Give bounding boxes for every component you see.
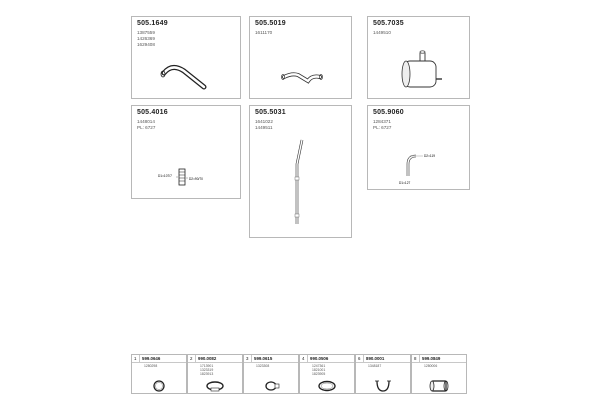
hose-pipe-icon [132, 17, 242, 100]
accessory-card[interactable] [243, 354, 299, 394]
diameter-label: D2=119 [424, 154, 436, 158]
part-reference: 1387559 [137, 30, 155, 35]
accessory-number: 599.0646 [142, 356, 161, 361]
accessory-index: 2 [190, 356, 193, 361]
silencer-icon [368, 17, 471, 100]
accessory-card[interactable] [355, 354, 411, 394]
part-card[interactable] [249, 16, 352, 99]
long-pipe-icon [250, 106, 353, 239]
flex-pipe-icon [132, 106, 242, 200]
part-reference: 1426369 [137, 36, 155, 41]
u-bolt-icon [356, 355, 412, 395]
accessory-reference: 1247361 [312, 364, 326, 368]
accessory-reference: 1823905 [312, 372, 326, 376]
accessory-index: 3 [246, 356, 249, 361]
part-number: 505.5031 [255, 109, 286, 116]
sleeve-icon [412, 355, 468, 395]
diameter-label: D1=107/7 [158, 174, 172, 178]
accessory-card[interactable] [411, 354, 467, 394]
part-reference: 1449511 [255, 125, 273, 130]
part-reference: 1611170 [255, 30, 273, 35]
accessory-reference: 1713901 [200, 364, 214, 368]
accessory-reference: 1280006 [424, 364, 438, 368]
accessory-reference: 1323319 [200, 368, 214, 372]
part-reference: 1448014 [137, 119, 155, 124]
accessory-number: 599.0615 [254, 356, 273, 361]
part-card[interactable] [367, 16, 470, 99]
clamp-icon [244, 355, 300, 395]
accessory-index: 6 [358, 356, 361, 361]
diameter-label: D2=90/70 [189, 177, 203, 181]
part-reference: 1284371 [373, 119, 391, 124]
part-reference: 1641022 [255, 119, 273, 124]
band-clamp-icon [188, 355, 244, 395]
part-card[interactable] [131, 105, 241, 199]
part-reference: 1629408 [137, 42, 155, 47]
clamp-ring-icon [132, 355, 188, 395]
accessory-number: 990.0082 [198, 356, 217, 361]
diameter-label: D1=127 [399, 181, 411, 185]
part-card[interactable] [131, 16, 241, 99]
accessory-reference: 1821001 [312, 368, 326, 372]
accessory-number: 890.0001 [366, 356, 385, 361]
accessory-number: 599.0849 [422, 356, 441, 361]
accessory-card[interactable] [187, 354, 243, 394]
v-clamp-icon [300, 355, 356, 395]
accessory-reference: 1280298 [144, 364, 158, 368]
accessory-card[interactable] [299, 354, 355, 394]
accessory-reference: 1823913 [200, 372, 214, 376]
part-number: 505.5019 [255, 20, 286, 27]
accessory-index: 4 [302, 356, 305, 361]
part-reference: PL: 6727 [373, 125, 392, 130]
part-reference: 1449510 [373, 30, 391, 35]
part-reference: PL: 6727 [137, 125, 156, 130]
accessory-index: 8 [414, 356, 417, 361]
part-number: 505.7035 [373, 20, 404, 27]
accessory-reference: 1348187 [368, 364, 382, 368]
part-number: 505.9060 [373, 109, 404, 116]
elbow-pipe-icon [250, 17, 353, 100]
accessory-reference: 1323308 [256, 364, 270, 368]
accessory-index: 1 [134, 356, 137, 361]
accessory-number: 990.0506 [310, 356, 329, 361]
part-card[interactable] [367, 105, 470, 190]
part-number: 505.4016 [137, 109, 168, 116]
accessory-card[interactable] [131, 354, 187, 394]
tailpipe-icon [368, 106, 471, 191]
part-card[interactable] [249, 105, 352, 238]
part-number: 505.1649 [137, 20, 168, 27]
